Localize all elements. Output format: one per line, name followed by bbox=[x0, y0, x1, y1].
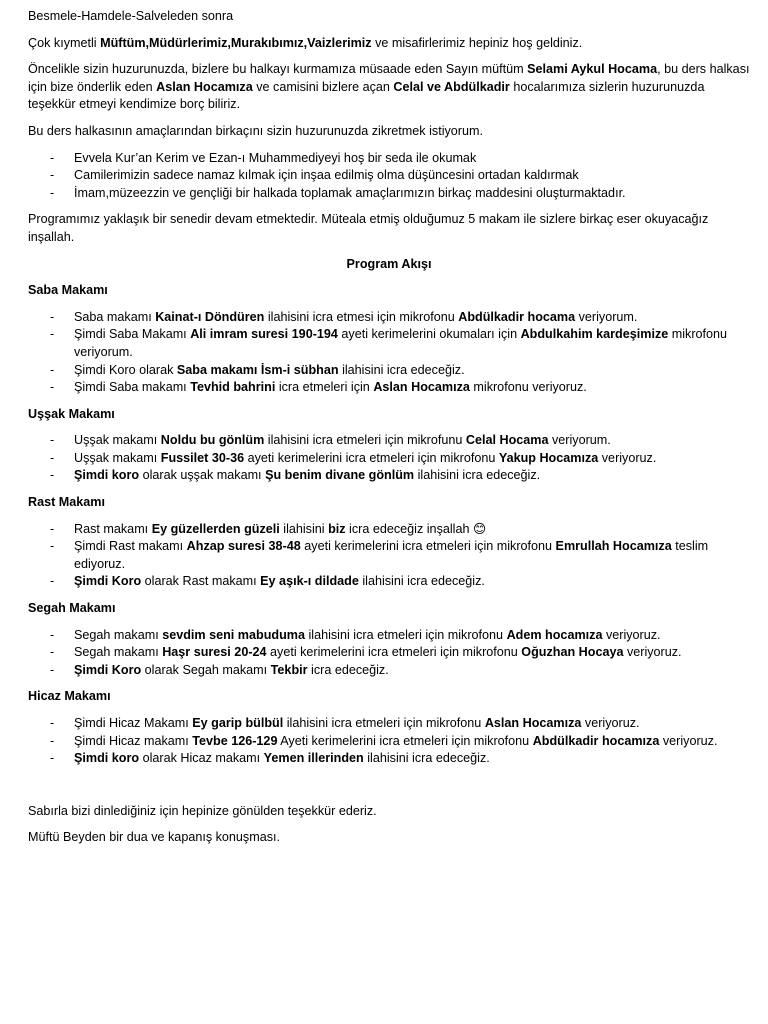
list-item: - Şimdi Koro olarak Saba makamı İsm-i sübhan ilahisini icra edeceğiz. bbox=[50, 362, 465, 377]
program-title: Program Akışı bbox=[346, 256, 432, 271]
list-item: - Şimdi Hicaz makamı Tevbe 126-129 Ayeti kerimelerini icra etmeleri için mikrofonu Abdülkadir hocamıza veriyoruz. bbox=[50, 733, 718, 748]
smile-emoji-icon: 😊 bbox=[472, 521, 487, 536]
list-item: - Şimdi Koro olarak Segah makamı Tekbir icra edeceğiz. bbox=[50, 662, 389, 677]
spacer bbox=[28, 777, 750, 803]
section-title-saba: Saba Makamı bbox=[28, 283, 108, 298]
list-item: - Şimdi koro olarak Hicaz makamı Yemen illerinden ilahisini icra edeceğiz. bbox=[50, 751, 490, 766]
rast-list bbox=[28, 521, 750, 591]
list-item: - Şimdi Koro olarak Rast makamı Ey aşık-ı dildade ilahisini icra edeceğiz. bbox=[50, 574, 485, 589]
ussak-list bbox=[28, 432, 750, 485]
section-title-hicaz: Hicaz Makamı bbox=[28, 689, 111, 704]
segah-list bbox=[28, 627, 750, 680]
closing-thanks: Sabırla bizi dinlediğiniz için hepinize gönülden teşekkür ederiz. bbox=[28, 803, 377, 818]
list-item: - İmam,müzeezzin ve gençliği bir halkada toplamak amaçlarımızın birkaç maddesini oluşturmaktadır. bbox=[50, 185, 626, 200]
closing-dua: Müftü Beyden bir dua ve kapanış konuşması. bbox=[28, 830, 281, 845]
section-title-segah: Segah Makamı bbox=[28, 601, 116, 616]
list-item: - Şimdi Saba Makamı Ali imram suresi 190-194 ayeti kerimelerini okumaları için Abdulkahim kardeşimize mikrofonu veriyorum. bbox=[50, 327, 728, 359]
list-item: - Uşşak makamı Noldu bu gönlüm ilahisini icra etmeleri için mikrofunu Celal Hocama veriyorum. bbox=[50, 433, 611, 448]
hicaz-list bbox=[28, 715, 750, 768]
list-item: - Segah makamı sevdim seni mabuduma ilahisini icra etmeleri için mikrofonu Adem hocamıza veriyoruz. bbox=[50, 627, 661, 642]
section-title-rast: Rast Makamı bbox=[28, 495, 105, 510]
list-item: - Uşşak makamı Fussilet 30-36 ayeti kerimelerini icra etmeleri için mikrofonu Yakup Hocamıza veriyoruz. bbox=[50, 450, 657, 465]
saba-list bbox=[28, 309, 750, 397]
program-note: Programımız yaklaşık bir senedir devam etmektedir. Müteala etmiş olduğumuz 5 makam ile sizlere birkaç eser okuyacağız inşallah. bbox=[28, 212, 709, 244]
list-item: - Şimdi Rast makamı Ahzap suresi 38-48 ayeti kerimelerini icra etmeleri için mikrofonu Emrullah Hocamıza teslim ediyoruz. bbox=[50, 539, 709, 571]
thanks-paragraph: Öncelikle sizin huzurunuzda, bizlere bu halkayı kurmamıza müsaade eden Sayın müftüm Selami Aykul Hocama, bu ders halkası için bize önderlik eden Aslan Hocamıza ve camisini bizlere açan Celal ve Abdülkadir hocalarımıza sizlerin huzurunuzda teşekkür etmeyi kendimize borç biliriz. bbox=[28, 62, 750, 112]
list-item: - Şimdi Hicaz Makamı Ey garip bülbül ilahisini icra etmeleri için mikrofonu Aslan Hocamıza veriyoruz. bbox=[50, 716, 640, 730]
list-item: - Saba makamı Kainat-ı Döndüren ilahisini icra etmesi için mikrofonu Abdülkadir hocama veriyorum. bbox=[50, 309, 638, 324]
list-item: - Segah makamı Haşr suresi 20-24 ayeti kerimelerini icra etmeleri için mikrofonu Oğuzhan Hocaya veriyoruz. bbox=[50, 645, 682, 660]
list-item: - Şimdi koro olarak uşşak makamı Şu benim divane gönlüm ilahisini icra edeceğiz. bbox=[50, 468, 541, 483]
list-item: - Şimdi Saba makamı Tevhid bahrini icra etmeleri için Aslan Hocamıza mikrofonu veriyoruz. bbox=[50, 380, 587, 395]
list-item: - Camilerimizin sadece namaz kılmak için inşaa edilmiş olma düşüncesini ortadan kaldırmak bbox=[50, 168, 579, 183]
purpose-intro: Bu ders halkasının amaçlarından birkaçını sizin huzurunuzda zikretmek istiyorum. bbox=[28, 123, 483, 138]
document-page bbox=[28, 8, 750, 856]
section-title-ussak: Uşşak Makamı bbox=[28, 406, 115, 421]
list-item: - Evvela Kur’an Kerim ve Ezan-ı Muhammediyeyi hoş bir seda ile okumak bbox=[50, 150, 477, 165]
list-item: - Rast makamı Ey güzellerden güzeli ilahisini biz icra edeceğiz inşallah 😊 bbox=[50, 521, 487, 536]
opening-line: Besmele-Hamdele-Salveleden sonra bbox=[28, 9, 234, 23]
purpose-list bbox=[28, 150, 750, 203]
welcome-paragraph: Çok kıymetli Müftüm,Müdürlerimiz,Murakıbımız,Vaizlerimiz ve misafirlerimiz hepiniz hoş geldiniz. bbox=[28, 35, 583, 50]
